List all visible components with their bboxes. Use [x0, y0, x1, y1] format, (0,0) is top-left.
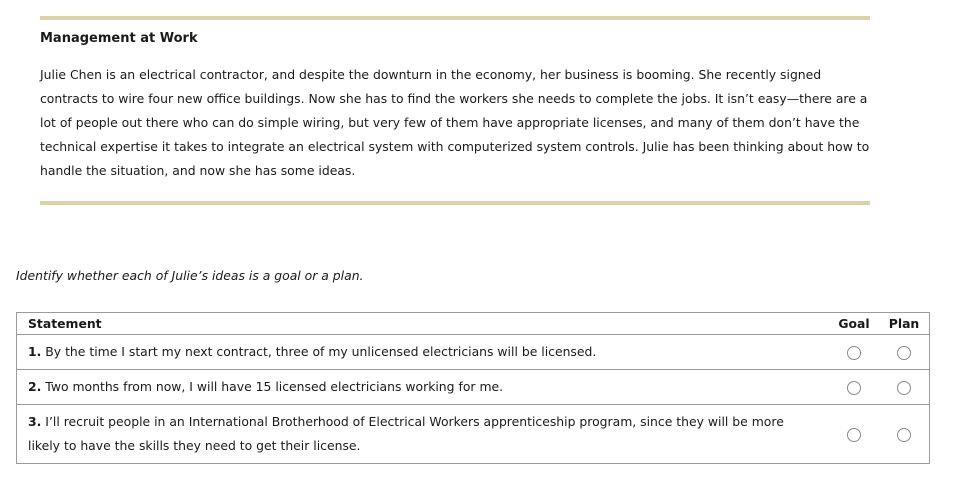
statement-cell [17, 405, 830, 464]
goal-cell [829, 335, 879, 370]
header-statement: Statement [17, 313, 830, 335]
table-header-row [17, 313, 930, 335]
table-row [17, 370, 930, 405]
case-passage: Julie Chen is an electrical contractor, and despite the downturn in the economy, her business is booming. She recently signed contracts to wire four new office buildings. Now she has to find the workers she needs to complete the jobs. It isn’t easy—there are a lot of people out there who can do simple wiring, but very few of them have appropriate licenses, and many of them don’t have the technical expertise it takes to integrate an electrical system with computerized system controls. Julie has been thinking about how to handle the situation, and now she has some ideas. [40, 67, 870, 178]
statement-number: 2. [28, 379, 42, 394]
bottom-divider [40, 201, 870, 205]
statement-number: 3. [28, 414, 42, 429]
header-plan: Plan [879, 313, 930, 335]
statement-cell [17, 370, 830, 405]
top-divider [40, 16, 870, 20]
statement-text: I’ll recruit people in an International Brotherhood of Electrical Workers apprenticeship program, since they will be more likely to have the skills they need to get their license. [28, 414, 784, 453]
goal-radio-2[interactable] [847, 381, 861, 395]
table-row [17, 335, 930, 370]
plan-radio-2[interactable] [897, 381, 911, 395]
header-goal: Goal [829, 313, 879, 335]
instruction-text: Identify whether each of Julie’s ideas is a goal or a plan. [16, 268, 364, 283]
box-title: Management at Work [40, 31, 198, 46]
statement-text: Two months from now, I will have 15 licensed electricians working for me. [45, 379, 504, 394]
goal-cell [829, 370, 879, 405]
statement-cell [17, 335, 830, 370]
goal-plan-table [16, 312, 930, 464]
goal-cell [829, 405, 879, 464]
plan-cell [879, 335, 930, 370]
plan-radio-3[interactable] [897, 428, 911, 442]
statement-number: 1. [28, 344, 42, 359]
goal-radio-1[interactable] [847, 346, 861, 360]
statement-text: By the time I start my next contract, three of my unlicensed electricians will be licensed. [45, 344, 597, 359]
plan-radio-1[interactable] [897, 346, 911, 360]
table-row [17, 405, 930, 464]
plan-cell [879, 405, 930, 464]
plan-cell [879, 370, 930, 405]
goal-radio-3[interactable] [847, 428, 861, 442]
